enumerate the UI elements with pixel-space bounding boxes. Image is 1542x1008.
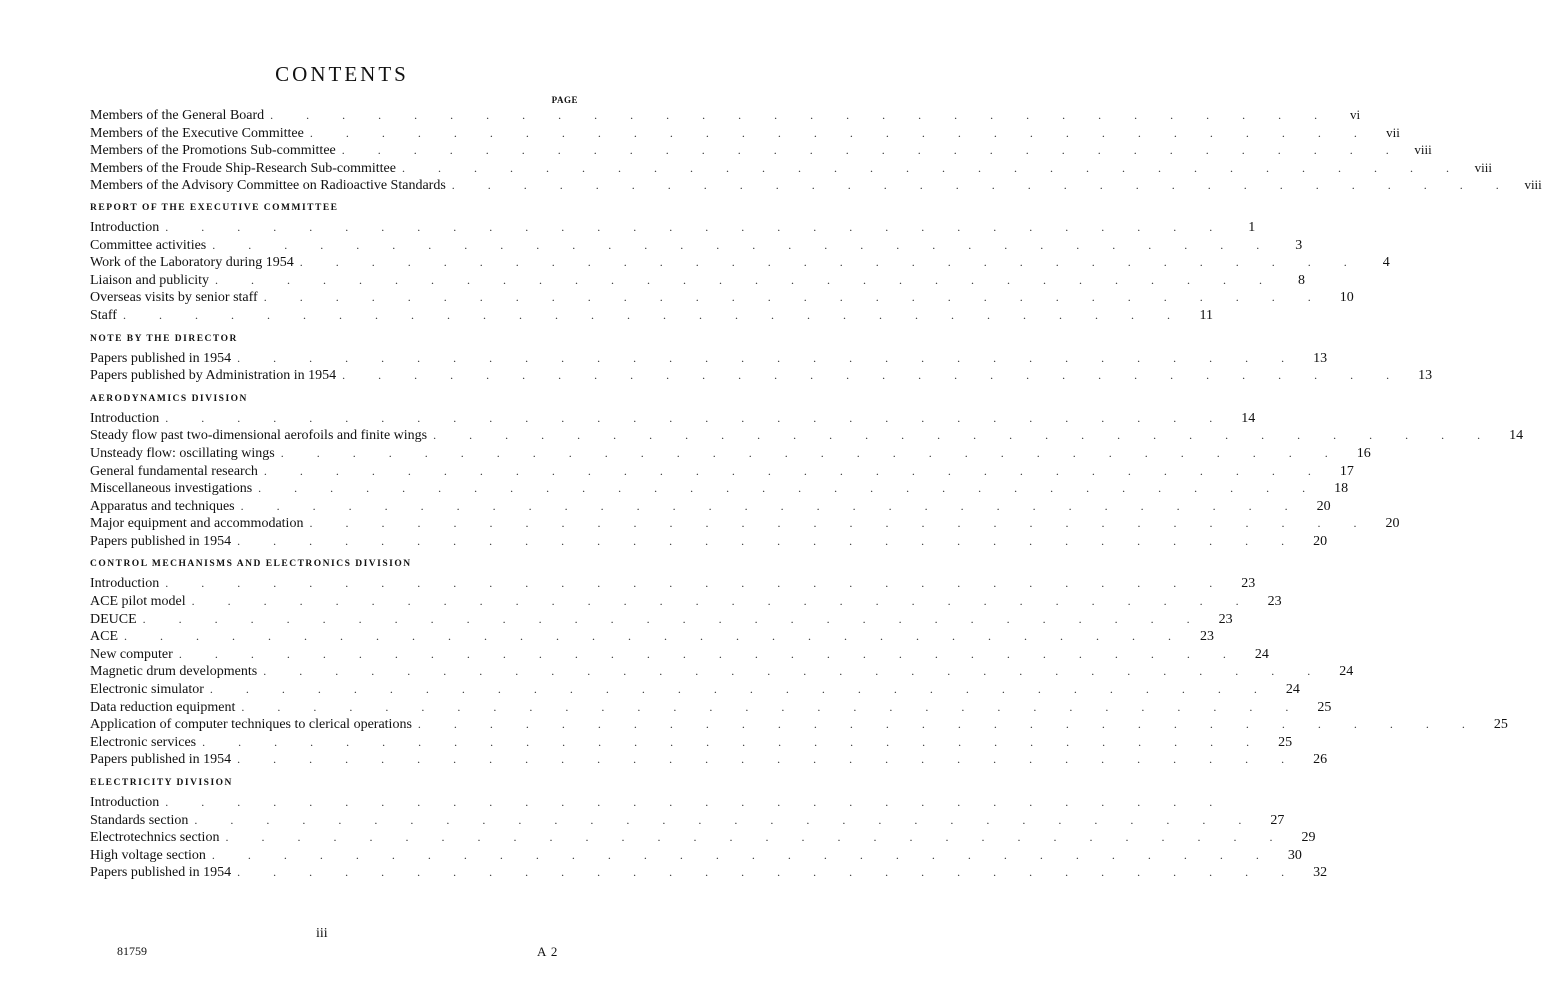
entry-title: Standards section — [90, 812, 189, 828]
dot-leader: . . . . . . . . . . . . . . . . . . . . . . . . . . . . . . — [191, 594, 1254, 609]
folio-number: iii — [316, 926, 328, 941]
entry-title: Papers published in 1954 — [90, 533, 232, 549]
dot-leader: . . . . . . . . . . . . . . . . . . . . . . . . . . . . . . — [341, 143, 1404, 158]
toc-entry — [90, 812, 1285, 830]
dot-leader: . . . . . . . . . . . . . . . . . . . . . . . . . . . . . . — [241, 699, 1304, 714]
entry-title: Members of the Executive Committee — [90, 125, 304, 141]
entry-page-number: 25 — [1317, 699, 1332, 715]
entry-page-number: 23 — [1218, 611, 1233, 627]
entry-title: Unsteady flow: oscillating wings — [90, 445, 275, 461]
dot-leader: . . . . . . . . . . . . . . . . . . . . . . . . . . . . . . — [237, 350, 1300, 365]
entry-page-number: 26 — [1313, 752, 1328, 768]
toc-entry — [90, 751, 1328, 769]
dot-leader: . . . . . . . . . . . . . . . . . . . . . . . . . . . . . . — [263, 463, 1326, 478]
page-column-label: PAGE — [551, 95, 578, 105]
entry-title: Introduction — [90, 410, 160, 426]
table-of-contents — [90, 106, 1542, 882]
print-code: 81759 — [117, 944, 147, 958]
entry-title: Papers published in 1954 — [90, 350, 232, 366]
dot-leader: . . . . . . . . . . . . . . . . . . . . . . . . . . . . . . — [433, 428, 1496, 443]
toc-entry — [90, 219, 1256, 237]
entry-title: Application of computer techniques to clerical operations — [90, 717, 412, 733]
entry-page-number: 16 — [1356, 445, 1371, 461]
toc-entry — [90, 427, 1524, 445]
entry-page-number: 8 — [1297, 272, 1305, 288]
toc-entry — [90, 575, 1256, 593]
toc-entry — [90, 663, 1354, 681]
entry-page-number: 25 — [1493, 717, 1508, 733]
toc-section — [90, 333, 1433, 385]
dot-leader: . . . . . . . . . . . . . . . . . . . . . . . . . . . . . . — [209, 682, 1272, 697]
entry-page-number: 32 — [1313, 865, 1328, 881]
entry-title: Papers published in 1954 — [90, 752, 232, 768]
entry-title: ACE — [90, 629, 118, 645]
entry-title: Liaison and publicity — [90, 272, 209, 288]
dot-leader: . . . . . . . . . . . . . . . . . . . . . . . . . . . . . . — [165, 410, 1228, 425]
entry-title: Electronic simulator — [90, 682, 204, 698]
entry-page-number: 13 — [1418, 368, 1433, 384]
dot-leader: . . . . . . . . . . . . . . . . . . . . . . . . . . . . . . — [280, 445, 1343, 460]
toc-entry — [90, 237, 1303, 255]
entry-title: Major equipment and accommodation — [90, 516, 304, 532]
dot-leader: . . . . . . . . . . . . . . . . . . . . . . . . . . . . . . — [225, 830, 1288, 845]
entry-title: Committee activities — [90, 237, 207, 253]
dot-leader: . . . . . . . . . . . . . . . . . . . . . . . . . . . . . . — [309, 125, 1372, 140]
dot-leader: . . . . . . . . . . . . . . . . . . . . . . . . . . . . . . — [214, 272, 1277, 287]
dot-leader: . . . . . . . . . . . . . . . . . . . . . . . . . . . . . . — [342, 368, 1405, 383]
toc-entry — [90, 628, 1214, 646]
section-heading: CONTROL MECHANISMS AND ELECTRONICS DIVISION — [90, 559, 412, 570]
toc-entry — [90, 445, 1371, 463]
dot-leader: . . . . . . . . . . . . . . . . . . . . . . . . . . . . . . — [237, 533, 1300, 548]
dot-leader: . . . . . . . . . . . . . . . . . . . . . . . . . . . . . . — [417, 717, 1480, 732]
toc-entry — [90, 254, 1390, 272]
toc-entry — [90, 593, 1282, 611]
toc-entry — [90, 176, 1542, 194]
dot-leader: . . . . . . . . . . . . . . . . . . . . . . . . . . . . . . — [237, 865, 1300, 880]
entry-page-number: 13 — [1313, 350, 1328, 366]
entry-title: New computer — [90, 646, 173, 662]
entry-title: Members of the Promotions Sub-committee — [90, 143, 336, 159]
entry-title: Staff — [90, 307, 117, 323]
entry-title: Introduction — [90, 576, 160, 592]
toc-entry — [90, 515, 1400, 533]
entry-page-number: 14 — [1241, 410, 1256, 426]
entry-page-number: 23 — [1241, 576, 1256, 592]
entry-title: Overseas visits by senior staff — [90, 290, 258, 306]
dot-leader: . . . . . . . . . . . . . . . . . . . . . . . . . . . . . . — [237, 752, 1300, 767]
entry-page-number: 30 — [1287, 847, 1302, 863]
toc-entry — [90, 289, 1354, 307]
entry-title: DEUCE — [90, 611, 137, 627]
section-heading: ELECTRICITY DIVISION — [90, 778, 233, 788]
entry-title: Papers published by Administration in 1954 — [90, 368, 337, 384]
toc-entry — [90, 864, 1328, 882]
toc-entry — [90, 350, 1328, 368]
toc-entry — [90, 272, 1305, 290]
toc-section — [90, 393, 1524, 551]
dot-leader: . . . . . . . . . . . . . . . . . . . . . . . . . . . . . . — [451, 178, 1514, 193]
entry-title: Members of the General Board — [90, 108, 265, 123]
entry-page-number: 1 — [1248, 219, 1256, 235]
toc-entry — [90, 159, 1492, 177]
entry-title: Introduction — [90, 219, 160, 235]
entry-page-number: 11 — [1199, 307, 1213, 323]
dot-leader: . . . . . . . . . . . . . . . . . . . . . . . . . . . . . . — [299, 255, 1362, 270]
dot-leader: . . . . . . . . . . . . . . . . . . . . . . . . . . . . . . — [165, 576, 1228, 591]
section-heading: AERODYNAMICS DIVISION — [90, 393, 248, 404]
dot-leader: . . . . . . . . . . . . . . . . . . . . . . . . . . . . . . — [194, 812, 1257, 827]
toc-entry — [90, 307, 1213, 325]
dot-leader: . . . . . . . . . . . . . . . . . . . . . . . . . . . . . . — [240, 498, 1303, 513]
toc-entry — [90, 106, 1361, 124]
entry-title: Miscellaneous investigations — [90, 481, 253, 497]
toc-section — [90, 558, 1508, 769]
dot-leader: . . . . . . . . . . . . . . . . . . . . . . . . . . . . . . — [178, 646, 1241, 661]
dot-leader: . . . . . . . . . . . . . . . . . . . . . . . . . . . . . . — [263, 290, 1326, 305]
entry-title: Work of the Laboratory during 1954 — [90, 255, 294, 271]
entry-title: General fundamental research — [90, 463, 258, 479]
entry-page-number: 18 — [1334, 481, 1349, 497]
entry-page-number: 24 — [1339, 664, 1354, 680]
dot-leader: . . . . . . . . . . . . . . . . . . . . . . . . . . . . . . — [211, 847, 1274, 862]
entry-page-number: 29 — [1301, 830, 1316, 846]
entry-title: Data reduction equipment — [90, 699, 236, 715]
entry-title: Electronic services — [90, 734, 197, 750]
toc-entry — [90, 533, 1328, 551]
section-heading: REPORT OF THE EXECUTIVE COMMITTEE — [90, 202, 339, 213]
toc-entry — [90, 410, 1256, 428]
entry-page-number: 4 — [1382, 255, 1390, 271]
page-title: CONTENTS — [275, 62, 409, 86]
toc-entry — [90, 611, 1233, 629]
entry-page-number: 27 — [1270, 812, 1285, 828]
dot-leader: . . . . . . . . . . . . . . . . . . . . . . . . . . . . . . — [270, 108, 1333, 122]
entry-page-number: 23 — [1200, 629, 1214, 645]
entry-title: Apparatus and techniques — [90, 498, 235, 514]
entry-page-number: 3 — [1295, 237, 1303, 253]
dot-leader: . . . . . . . . . . . . . . . . . . . . . . . . . . . . . . — [142, 611, 1205, 626]
dot-leader: . . . . . . . . . . . . . . . . . . . . . . . . . . . . . . — [401, 160, 1464, 175]
toc-entry — [90, 699, 1332, 717]
entry-title: Papers published in 1954 — [90, 865, 232, 881]
toc-entry — [90, 847, 1302, 865]
toc-section — [90, 106, 1542, 194]
entry-page-number: 17 — [1339, 463, 1354, 479]
dot-leader: . . . . . . . . . . . . . . . . . . . . . . . . . . . . . . — [122, 307, 1185, 322]
entry-title: Members of the Froude Ship-Research Sub-committee — [90, 160, 396, 176]
dot-leader: . . . . . . . . . . . . . . . . . . . . . . . . . . . . . . — [263, 664, 1326, 679]
entry-page-number: 20 — [1313, 533, 1328, 549]
dot-leader: . . . . . . . . . . . . . . . . . . . . . . . . . . . . . . — [212, 237, 1275, 252]
toc-section — [90, 202, 1390, 325]
dot-leader: . . . . . . . . . . . . . . . . . . . . . . . . . . . . . . — [202, 734, 1265, 749]
dot-leader: . . . . . . . . . . . . . . . . . . . . . . . . . . . . . . — [309, 516, 1372, 531]
toc-entry — [90, 498, 1331, 516]
toc-entry — [90, 463, 1354, 481]
page-footer — [0, 926, 650, 964]
entry-title: Introduction — [90, 795, 160, 810]
dot-leader: . . . . . . . . . . . . . . . . . . . . . . . . . . . . . . — [258, 481, 1321, 496]
toc-entry — [90, 681, 1300, 699]
entry-page-number: viii — [1524, 177, 1542, 193]
entry-page-number: 23 — [1267, 594, 1282, 610]
contents-page — [90, 62, 1542, 890]
section-heading: NOTE BY THE DIRECTOR — [90, 333, 238, 344]
toc-entry — [90, 794, 1228, 812]
signature-mark: A 2 — [537, 944, 559, 959]
toc-section — [90, 777, 1328, 882]
entry-page-number: vii — [1386, 124, 1400, 140]
entry-title: Members of the Advisory Committee on Radioactive Standards — [90, 178, 446, 194]
entry-title: Steady flow past two-dimensional aerofoils and finite wings — [90, 428, 428, 444]
toc-entry — [90, 124, 1400, 142]
toc-entry — [90, 480, 1349, 498]
toc-entry — [90, 141, 1432, 159]
entry-page-number: 24 — [1254, 646, 1269, 662]
dot-leader: . . . . . . . . . . . . . . . . . . . . . . . . . . . . . . — [165, 219, 1228, 234]
entry-page-number: 14 — [1509, 428, 1524, 444]
entry-title: Electrotechnics section — [90, 830, 220, 846]
entry-page-number: 25 — [1278, 734, 1293, 750]
entry-title: High voltage section — [90, 847, 206, 863]
entry-page-number: vi — [1350, 107, 1361, 122]
entry-page-number: viii — [1474, 159, 1492, 175]
toc-entry — [90, 734, 1293, 752]
entry-title: Magnetic drum developments — [90, 664, 258, 680]
entry-page-number: viii — [1414, 142, 1432, 158]
toc-entry — [90, 367, 1433, 385]
entry-page-number: 24 — [1285, 682, 1300, 698]
toc-entry — [90, 716, 1508, 734]
entry-title: ACE pilot model — [90, 594, 186, 610]
entry-page-number: 20 — [1316, 498, 1331, 514]
entry-page-number: 10 — [1339, 290, 1354, 306]
toc-entry — [90, 829, 1316, 847]
entry-page-number: 20 — [1385, 516, 1400, 532]
dot-leader: . . . . . . . . . . . . . . . . . . . . . . . . . . . . . . — [165, 795, 1228, 809]
toc-entry — [90, 646, 1269, 664]
dot-leader: . . . . . . . . . . . . . . . . . . . . . . . . . . . . . . — [124, 629, 1186, 644]
